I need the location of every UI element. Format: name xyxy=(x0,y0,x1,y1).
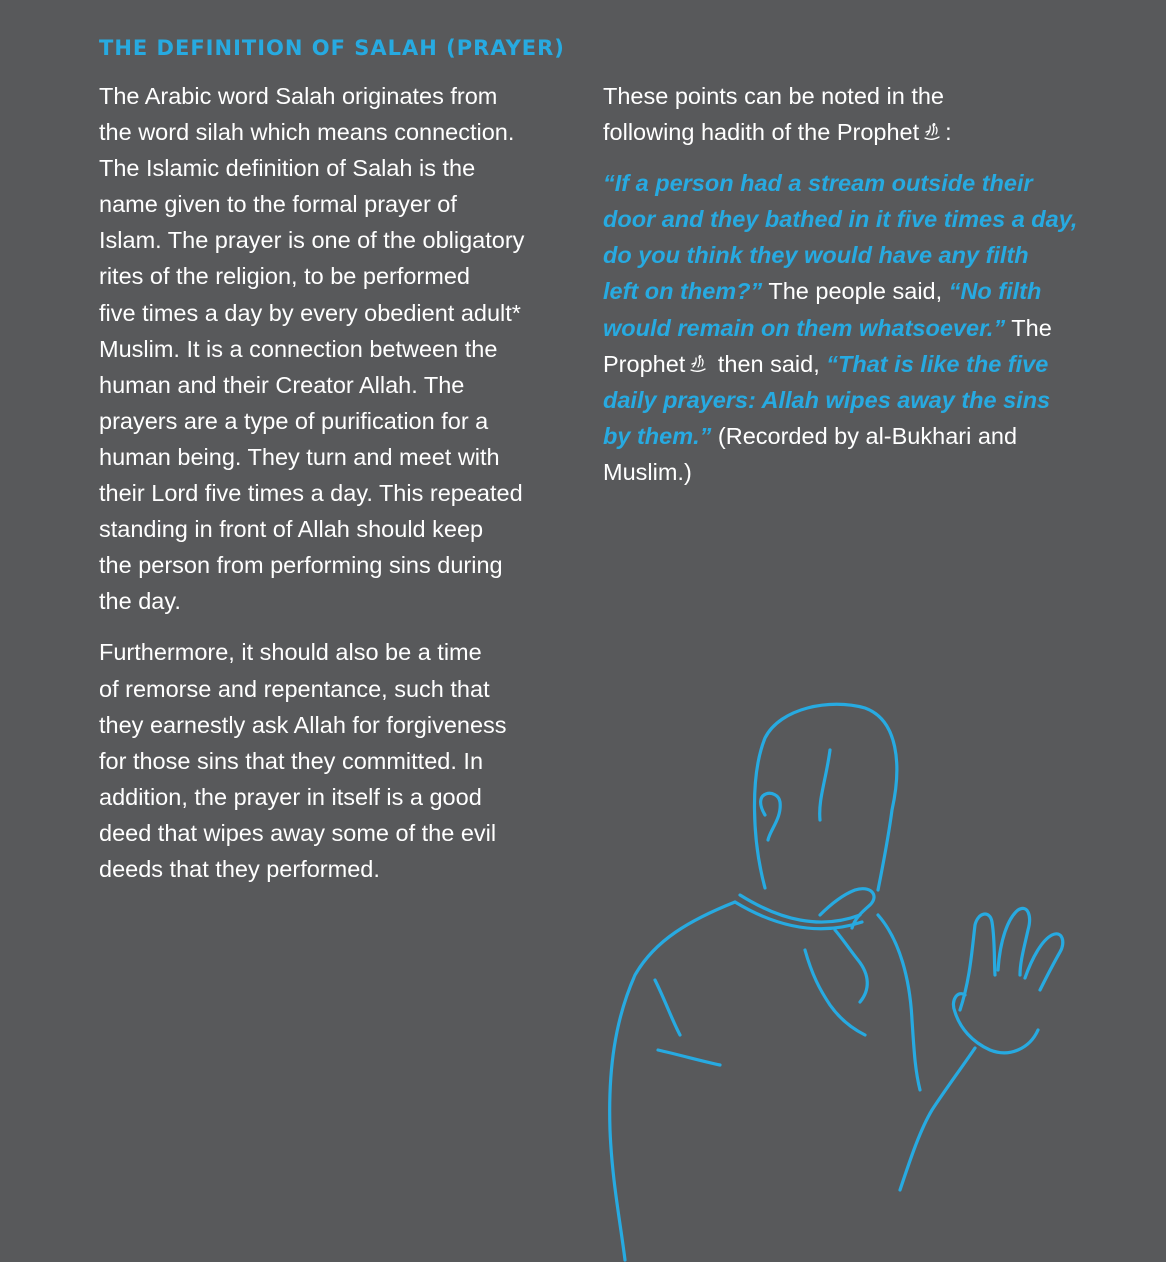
quote-line: “If a person had a stream outside their xyxy=(603,170,1033,197)
text-line: they earnestly ask Allah for forgiveness xyxy=(99,711,507,738)
honorific-glyph-icon xyxy=(922,122,942,142)
definition-paragraph xyxy=(99,78,571,619)
quote-text: “That is like the five xyxy=(826,350,1049,377)
text-line: name given to the formal prayer of xyxy=(99,191,457,218)
text-line: These points can be noted in the xyxy=(603,83,944,109)
quote-text: by them.” xyxy=(603,422,712,449)
hadith-quote xyxy=(603,165,1083,490)
text-line xyxy=(603,346,1083,382)
text-line: Muslim. It is a connection between the xyxy=(99,335,498,362)
text-line: The Islamic definition of Salah is the xyxy=(99,155,476,182)
page-title: THE DEFINITION OF SALAH (PRAYER) xyxy=(99,36,565,60)
text-line: prayers are a type of purification for a xyxy=(99,407,489,434)
intro-text: following hadith of the Prophet xyxy=(603,119,920,146)
text-line xyxy=(603,273,1083,309)
text-line: deeds that they performed. xyxy=(99,855,380,882)
text-line: their Lord five times a day. This repeated xyxy=(99,480,523,507)
text-line: for those sins that they committed. In xyxy=(99,747,484,774)
text-line xyxy=(603,114,1083,150)
text-line: The Arabic word Salah originates from xyxy=(99,83,498,109)
text-line: of remorse and repentance, such that xyxy=(99,675,490,702)
repentance-paragraph xyxy=(99,634,571,887)
quote-line: daily prayers: Allah wipes away the sins xyxy=(603,386,1051,413)
plain-text: The people said, xyxy=(762,278,949,305)
plain-text: The xyxy=(1005,314,1052,341)
quote-text: would remain on them whatsoever.” xyxy=(603,314,1006,341)
text-line: human being. They turn and meet with xyxy=(99,443,500,470)
text-line: Furthermore, it should also be a time xyxy=(99,639,482,666)
quote-text: “No filth xyxy=(948,278,1042,305)
hadith-intro xyxy=(603,78,1083,150)
praying-person-illustration xyxy=(580,690,1100,1262)
quote-text: left on them?” xyxy=(603,278,763,305)
quote-line: door and they bathed in it five times a day, xyxy=(603,206,1078,233)
text-line: rites of the religion, to be performed xyxy=(99,263,470,290)
text-line: five times a day by every obedient adult* xyxy=(99,299,521,326)
intro-colon: : xyxy=(945,119,952,146)
text-line: standing in front of Allah should keep xyxy=(99,516,484,543)
text-line: Islam. The prayer is one of the obligatory xyxy=(99,227,525,254)
text-line: Muslim.) xyxy=(603,458,692,485)
text-line: human and their Creator Allah. The xyxy=(99,371,465,398)
text-line: deed that wipes away some of the evil xyxy=(99,819,497,846)
plain-text: Prophet xyxy=(603,350,686,377)
plain-text: (Recorded by al-Bukhari and xyxy=(711,422,1018,449)
text-line: addition, the prayer in itself is a good xyxy=(99,783,482,810)
text-line: the word silah which means connection. xyxy=(99,119,515,146)
quote-line: do you think they would have any filth xyxy=(603,242,1029,269)
text-line: the person from performing sins during xyxy=(99,552,503,579)
left-column xyxy=(99,78,571,887)
text-line xyxy=(603,310,1083,346)
plain-text: then said, xyxy=(711,350,827,377)
honorific-glyph-icon xyxy=(688,354,708,374)
right-column xyxy=(603,78,1083,490)
text-line xyxy=(603,418,1083,454)
text-line: the day. xyxy=(99,588,181,615)
